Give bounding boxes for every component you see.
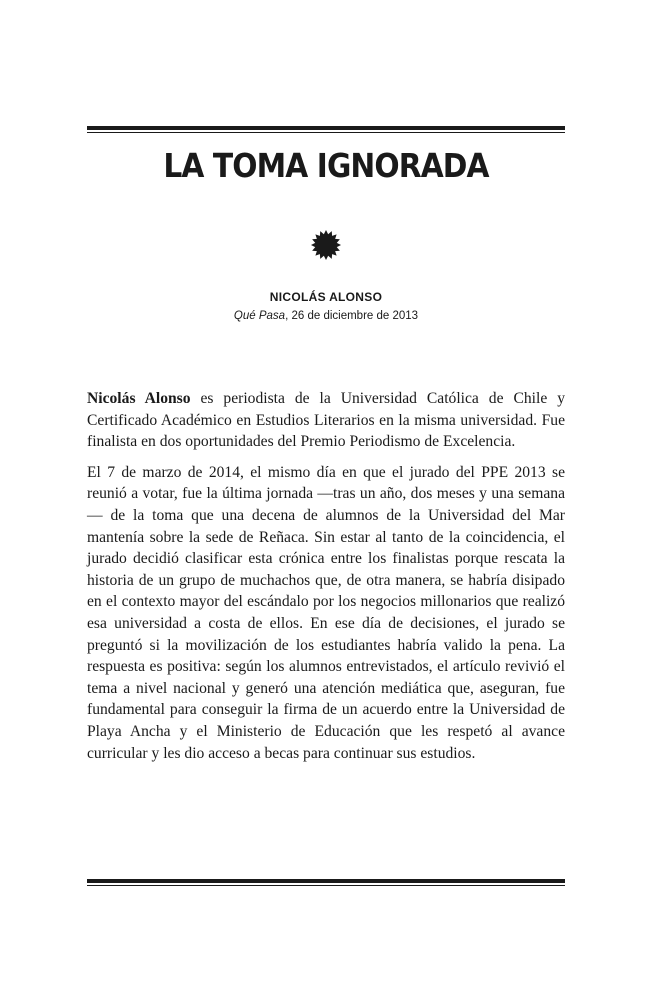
- article-body: [87, 388, 565, 773]
- bottom-rule: [87, 879, 565, 886]
- publication-name: Qué Pasa: [233, 310, 286, 322]
- publication-date: , 26 de diciembre de 2013: [285, 310, 419, 322]
- sun-burst-ornament-icon: [310, 229, 342, 261]
- source-line: [87, 310, 565, 322]
- bio-name: Nicolás Alonso: [87, 390, 191, 407]
- author-name: NICOLÁS ALONSO: [269, 290, 383, 304]
- top-rule: [87, 126, 565, 133]
- bio-text: es periodista de la Universidad Católica de Chile y Certificado Académico en Estudios Literarios en la misma universidad. Fue finalista en dos oportunidades del Premio Periodismo de Excelencia.: [87, 390, 565, 451]
- intro-paragraph: El 7 de marzo de 2014, el mismo día en que el jurado del PPE 2013 se reunió a votar, fue la última jornada —tras un año, dos meses y una semana— de la toma que una decena de alumnos de la Universidad del Mar mantenía sobre la sede de Reñaca. Sin estar al tanto de la coincidencia, el jurado decidió clasificar esta crónica entre los finalistas porque rescata la historia de un grupo de muchachos que, de otra manera, se habría disipado en el contexto mayor del escándalo por los negocios millonarios que realizó esa universidad a costa de ellos. En ese día de decisiones, el jurado se preguntó si la movilización de los estudiantes habría valido la pena. La respuesta es positiva: según los alumnos entrevistados, el artículo revivió el tema a nivel nacional y generó una atención mediática que, aseguran, fue fundamental para conseguir la firma de un acuerdo entre la Universidad de Playa Ancha y el Ministerio de Educación que les respetó al avance curricular y les dio acceso a becas para continuar sus estudios.: [87, 463, 565, 762]
- page-title: LA TOMA IGNORADA: [163, 146, 489, 185]
- bio-paragraph: [87, 388, 565, 453]
